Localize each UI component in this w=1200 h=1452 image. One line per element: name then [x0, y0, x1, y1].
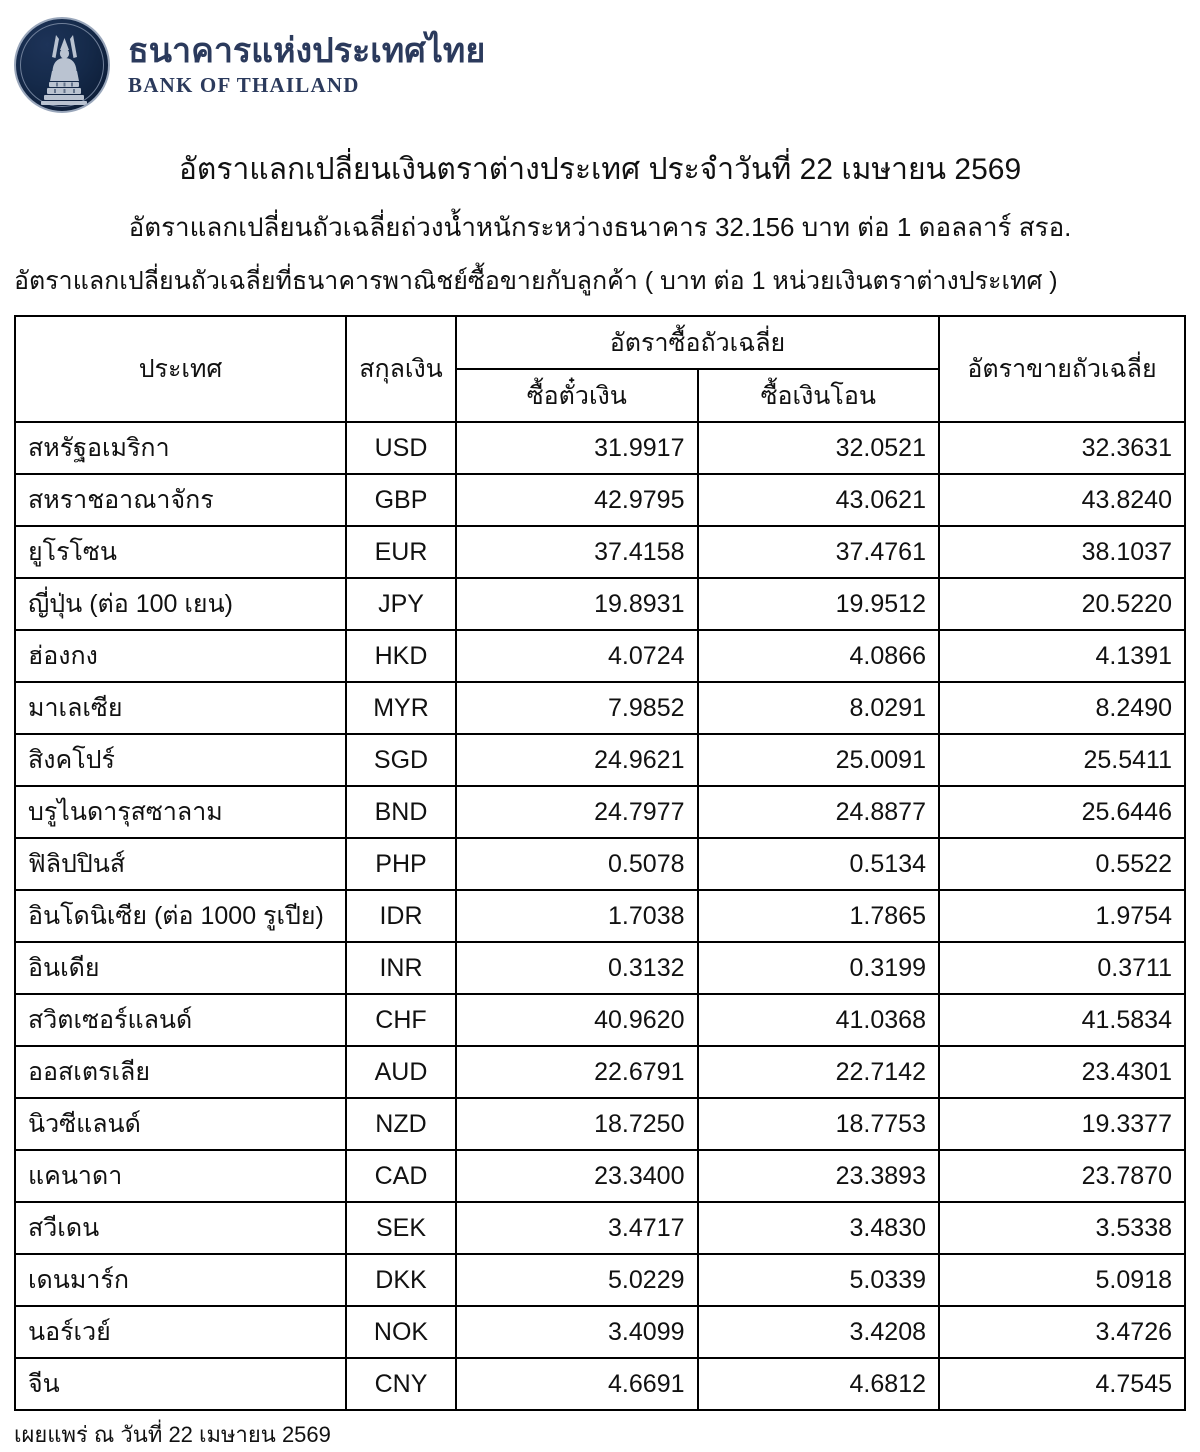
commercial-bank-rate-caption: อัตราแลกเปลี่ยนถัวเฉลี่ยที่ธนาคารพาณิชย์ซื้อขายกับลูกค้า ( บาท ต่อ 1 หน่วยเงินตราต่างประเทศ ) [14, 267, 1058, 295]
title-block [0, 146, 1200, 301]
table-body [15, 422, 1185, 1410]
table-row [15, 630, 1185, 682]
cell-selling-rate: 38.1037 [939, 526, 1185, 578]
column-header-buying-transfer: ซื้อเงินโอน [698, 369, 940, 422]
cell-country: อินโดนิเซีย (ต่อ 1000 รูเปีย) [15, 890, 346, 942]
cell-currency-code: SEK [346, 1202, 456, 1254]
cell-selling-rate: 5.0918 [939, 1254, 1185, 1306]
column-header-selling-rate: อัตราขายถัวเฉลี่ย [939, 316, 1185, 422]
interbank-weighted-average-rate-line: อัตราแลกเปลี่ยนถัวเฉลี่ยถ่วงน้ำหนักระหว่างธนาคาร 32.156 บาท ต่อ 1 ดอลลาร์ สรอ. [128, 212, 1072, 242]
table-row [15, 578, 1185, 630]
cell-buying-transfer: 18.7753 [698, 1098, 940, 1150]
cell-selling-rate: 3.4726 [939, 1306, 1185, 1358]
cell-country: นอร์เวย์ [15, 1306, 346, 1358]
cell-country: ฟิลิปปินส์ [15, 838, 346, 890]
publication-date: เผยแพร่ ณ วันที่ 22 เมษายน 2569 [14, 1422, 331, 1447]
cell-country: แคนาดา [15, 1150, 346, 1202]
cell-country: มาเลเซีย [15, 682, 346, 734]
cell-buying-sight-bill: 1.7038 [456, 890, 698, 942]
cell-buying-transfer: 3.4208 [698, 1306, 940, 1358]
cell-buying-transfer: 22.7142 [698, 1046, 940, 1098]
brand-name-english: BANK OF THAILAND [128, 73, 360, 97]
table-row [15, 1358, 1185, 1410]
cell-selling-rate: 25.6446 [939, 786, 1185, 838]
cell-buying-transfer: 1.7865 [698, 890, 940, 942]
table-row [15, 1046, 1185, 1098]
table-row [15, 1150, 1185, 1202]
cell-buying-transfer: 37.4761 [698, 526, 940, 578]
cell-currency-code: AUD [346, 1046, 456, 1098]
table-row [15, 890, 1185, 942]
table-row [15, 994, 1185, 1046]
cell-buying-transfer: 5.0339 [698, 1254, 940, 1306]
cell-currency-code: PHP [346, 838, 456, 890]
cell-buying-sight-bill: 40.9620 [456, 994, 698, 1046]
cell-buying-transfer: 19.9512 [698, 578, 940, 630]
cell-buying-transfer: 4.0866 [698, 630, 940, 682]
table-row [15, 1254, 1185, 1306]
cell-buying-sight-bill: 24.9621 [456, 734, 698, 786]
cell-currency-code: DKK [346, 1254, 456, 1306]
cell-selling-rate: 23.7870 [939, 1150, 1185, 1202]
brand-name-thai: ธนาคารแห่งประเทศไทย [128, 32, 486, 70]
masthead [0, 0, 1200, 118]
cell-selling-rate: 20.5220 [939, 578, 1185, 630]
table-row [15, 422, 1185, 474]
cell-currency-code: MYR [346, 682, 456, 734]
cell-selling-rate: 4.1391 [939, 630, 1185, 682]
table-row [15, 734, 1185, 786]
cell-currency-code: BND [346, 786, 456, 838]
cell-buying-sight-bill: 0.3132 [456, 942, 698, 994]
cell-buying-transfer: 8.0291 [698, 682, 940, 734]
table-row [15, 838, 1185, 890]
cell-buying-sight-bill: 23.3400 [456, 1150, 698, 1202]
cell-buying-sight-bill: 22.6791 [456, 1046, 698, 1098]
cell-buying-transfer: 3.4830 [698, 1202, 940, 1254]
cell-selling-rate: 0.3711 [939, 942, 1185, 994]
cell-country: ยูโรโซน [15, 526, 346, 578]
cell-buying-sight-bill: 19.8931 [456, 578, 698, 630]
cell-country: ฮ่องกง [15, 630, 346, 682]
table-row [15, 786, 1185, 838]
cell-country: สหรัฐอเมริกา [15, 422, 346, 474]
cell-currency-code: CAD [346, 1150, 456, 1202]
table-row [15, 682, 1185, 734]
exchange-rate-table-wrapper [0, 315, 1200, 1411]
cell-country: สวิตเซอร์แลนด์ [15, 994, 346, 1046]
cell-buying-transfer: 43.0621 [698, 474, 940, 526]
cell-currency-code: USD [346, 422, 456, 474]
cell-buying-transfer: 32.0521 [698, 422, 940, 474]
cell-currency-code: IDR [346, 890, 456, 942]
cell-buying-sight-bill: 42.9795 [456, 474, 698, 526]
cell-currency-code: CNY [346, 1358, 456, 1410]
page-title: อัตราแลกเปลี่ยนเงินตราต่างประเทศ ประจำวันที่ 22 เมษายน 2569 [178, 153, 1022, 186]
cell-buying-transfer: 41.0368 [698, 994, 940, 1046]
cell-selling-rate: 32.3631 [939, 422, 1185, 474]
cell-buying-sight-bill: 5.0229 [456, 1254, 698, 1306]
cell-country: สวีเดน [15, 1202, 346, 1254]
cell-selling-rate: 25.5411 [939, 734, 1185, 786]
cell-country: สหราชอาณาจักร [15, 474, 346, 526]
cell-selling-rate: 0.5522 [939, 838, 1185, 890]
cell-country: ออสเตรเลีย [15, 1046, 346, 1098]
cell-buying-transfer: 25.0091 [698, 734, 940, 786]
cell-currency-code: HKD [346, 630, 456, 682]
cell-buying-transfer: 4.6812 [698, 1358, 940, 1410]
cell-currency-code: SGD [346, 734, 456, 786]
cell-country: เดนมาร์ก [15, 1254, 346, 1306]
cell-buying-sight-bill: 0.5078 [456, 838, 698, 890]
column-header-buying-sight-bill: ซื้อตั๋วเงิน [456, 369, 698, 422]
cell-selling-rate: 4.7545 [939, 1358, 1185, 1410]
cell-currency-code: NZD [346, 1098, 456, 1150]
column-header-buying-rate-group: อัตราซื้อถัวเฉลี่ย [456, 316, 939, 369]
cell-currency-code: GBP [346, 474, 456, 526]
table-row [15, 942, 1185, 994]
cell-buying-sight-bill: 7.9852 [456, 682, 698, 734]
cell-country: จีน [15, 1358, 346, 1410]
cell-buying-transfer: 0.5134 [698, 838, 940, 890]
cell-buying-transfer: 23.3893 [698, 1150, 940, 1202]
bank-of-thailand-seal-icon [14, 17, 110, 113]
cell-buying-transfer: 24.8877 [698, 786, 940, 838]
cell-currency-code: JPY [346, 578, 456, 630]
cell-buying-sight-bill: 3.4099 [456, 1306, 698, 1358]
table-head [15, 316, 1185, 422]
table-row [15, 1098, 1185, 1150]
cell-country: ญี่ปุ่น (ต่อ 100 เยน) [15, 578, 346, 630]
cell-country: สิงคโปร์ [15, 734, 346, 786]
cell-selling-rate: 43.8240 [939, 474, 1185, 526]
brand-wordmark [128, 34, 485, 96]
table-row [15, 474, 1185, 526]
cell-selling-rate: 19.3377 [939, 1098, 1185, 1150]
table-row [15, 526, 1185, 578]
cell-selling-rate: 23.4301 [939, 1046, 1185, 1098]
table-row [15, 1202, 1185, 1254]
cell-buying-sight-bill: 24.7977 [456, 786, 698, 838]
cell-currency-code: NOK [346, 1306, 456, 1358]
exchange-rate-table [14, 315, 1186, 1411]
cell-buying-sight-bill: 18.7250 [456, 1098, 698, 1150]
cell-country: บรูไนดารุสซาลาม [15, 786, 346, 838]
cell-selling-rate: 41.5834 [939, 994, 1185, 1046]
cell-buying-sight-bill: 3.4717 [456, 1202, 698, 1254]
cell-buying-sight-bill: 31.9917 [456, 422, 698, 474]
cell-buying-sight-bill: 4.0724 [456, 630, 698, 682]
cell-buying-sight-bill: 4.6691 [456, 1358, 698, 1410]
cell-selling-rate: 1.9754 [939, 890, 1185, 942]
cell-buying-sight-bill: 37.4158 [456, 526, 698, 578]
cell-country: อินเดีย [15, 942, 346, 994]
cell-currency-code: EUR [346, 526, 456, 578]
column-header-currency: สกุลเงิน [346, 316, 456, 422]
table-header-row-primary [15, 316, 1185, 369]
column-header-country: ประเทศ [15, 316, 346, 422]
cell-buying-transfer: 0.3199 [698, 942, 940, 994]
table-row [15, 1306, 1185, 1358]
cell-currency-code: INR [346, 942, 456, 994]
cell-currency-code: CHF [346, 994, 456, 1046]
cell-selling-rate: 3.5338 [939, 1202, 1185, 1254]
cell-country: นิวซีแลนด์ [15, 1098, 346, 1150]
cell-selling-rate: 8.2490 [939, 682, 1185, 734]
